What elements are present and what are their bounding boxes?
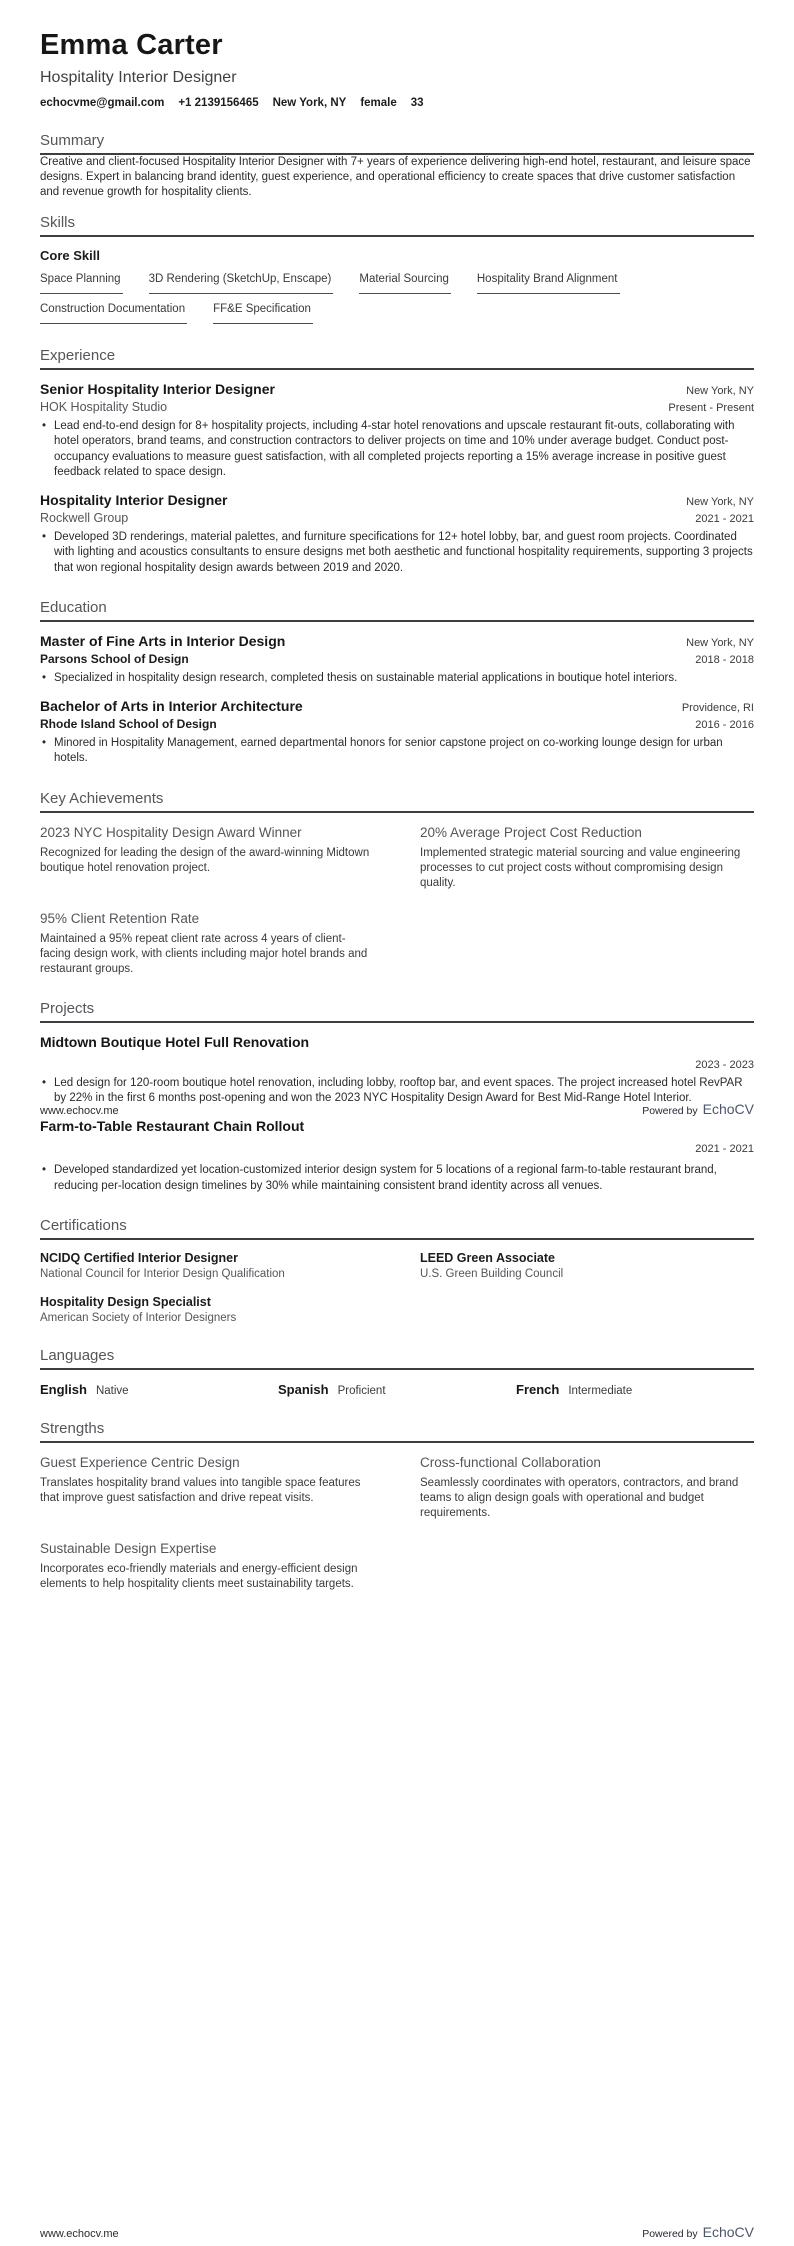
certification-issuer: National Council for Interior Design Qualification <box>40 1268 285 1280</box>
achievement-title: 95% Client Retention Rate <box>40 910 200 926</box>
section-projects <box>40 1000 754 1155</box>
achievement-card <box>40 825 374 891</box>
language-name: English <box>40 1382 87 1397</box>
skills-group-label: Core Skill <box>40 247 100 263</box>
powered-by <box>642 1101 754 1117</box>
section-rule <box>40 1368 754 1370</box>
education-bullets <box>40 671 754 687</box>
project-entry <box>40 1034 754 1107</box>
education-degree: Bachelor of Arts in Interior Architecture <box>40 697 303 714</box>
languages-grid <box>40 1382 754 1397</box>
strength-card <box>40 1541 374 1592</box>
bullet-item: • Developed 3D renderings, material palettes, and furniture specifications for 12+ hotel lobby, bar, and guest room projects. Coordinated with lighting and acoustics consultants to ensure designs met both aesthetic and functional hospitality requirements, supporting 3 projects that won regional hospitality design awards between 2019 and 2020. <box>40 530 754 577</box>
strength-card <box>420 1455 754 1521</box>
project-bullets-continued <box>40 1163 754 1194</box>
experience-dates: Present - Present <box>668 401 754 414</box>
strength-text: Seamlessly coordinates with operators, contractors, and brand teams to align design goals with operational and budget requirements. <box>420 1477 739 1519</box>
certification-name: Hospitality Design Specialist <box>40 1295 211 1309</box>
project-title: Farm-to-Table Restaurant Chain Rollout <box>40 1117 305 1134</box>
section-heading-certifications: Certifications <box>40 1217 127 1234</box>
section-experience <box>40 347 754 577</box>
language-name: Spanish <box>278 1382 329 1397</box>
footer-site-link[interactable]: www.echocv.me <box>40 2228 119 2240</box>
section-rule <box>40 1441 754 1443</box>
section-rule <box>40 1021 754 1023</box>
achievements-grid <box>40 825 754 977</box>
section-certifications <box>40 1217 754 1324</box>
achievement-text: Maintained a 95% repeat client rate across 4 years of client-facing design work, with clients including major hotel brands and restaurant groups. <box>40 932 368 975</box>
education-location: Providence, RI <box>681 701 754 714</box>
experience-title: Hospitality Interior Designer <box>40 491 228 508</box>
skill-tag: 3D Rendering (SketchUp, Enscape) <box>149 273 334 294</box>
footer-site-link[interactable]: www.echocv.me <box>40 1105 119 1117</box>
section-heading-education: Education <box>40 599 107 617</box>
skill-list <box>40 273 754 324</box>
person-name: Emma Carter <box>40 29 223 61</box>
certification-item <box>420 1251 754 1280</box>
contact-gender: female <box>360 96 397 109</box>
strength-title: Cross-functional Collaboration <box>420 1455 601 1470</box>
achievement-title: 2023 NYC Hospitality Design Award Winner <box>40 824 302 840</box>
section-heading-summary: Summary <box>40 131 105 149</box>
section-rule <box>40 235 754 237</box>
experience-dates: 2021 - 2021 <box>695 512 754 525</box>
section-education <box>40 599 754 767</box>
achievement-card <box>40 911 374 977</box>
page1-footer <box>40 1101 754 1117</box>
section-heading-languages: Languages <box>40 1347 115 1364</box>
skill-tag: FF&E Specification <box>213 303 313 324</box>
powered-by <box>642 2224 754 2240</box>
education-location: New York, NY <box>686 637 754 650</box>
section-skills <box>40 214 754 324</box>
page2-content <box>40 1163 754 1592</box>
education-dates: 2016 - 2016 <box>695 718 754 731</box>
person-job-title: Hospitality Interior Designer <box>40 68 237 86</box>
project-dates: 2021 - 2021 <box>695 1142 754 1155</box>
language-name: French <box>516 1382 560 1397</box>
skill-tag: Material Sourcing <box>359 273 450 294</box>
language-item <box>278 1382 516 1397</box>
certification-item <box>40 1251 374 1280</box>
section-strengths <box>40 1420 754 1592</box>
strength-title: Sustainable Design Expertise <box>40 1541 217 1556</box>
project-title: Midtown Boutique Hotel Full Renovation <box>40 1033 310 1050</box>
section-rule <box>40 620 754 622</box>
bullet-item: • Specialized in hospitality design research, completed thesis on sustainable material applications in boutique hotel interiors. <box>40 671 754 687</box>
certifications-grid <box>40 1251 754 1324</box>
section-heading-skills: Skills <box>40 213 76 231</box>
language-level: Proficient <box>337 1385 386 1397</box>
contact-email: echocvme@gmail.com <box>40 96 165 109</box>
education-degree: Master of Fine Arts in Interior Design <box>40 633 286 650</box>
experience-title: Senior Hospitality Interior Designer <box>40 380 275 397</box>
strength-card <box>40 1455 374 1521</box>
contact-phone: +1 2139156465 <box>178 96 259 109</box>
powered-by-prefix: Powered by <box>642 2228 698 2240</box>
section-heading-experience: Experience <box>40 346 116 364</box>
page2-footer <box>40 2224 754 2240</box>
section-heading-strengths: Strengths <box>40 1420 105 1437</box>
achievement-text: Implemented strategic material sourcing and value engineering processes to cut project costs without compromising design quality. <box>420 846 741 889</box>
education-entry <box>40 633 754 687</box>
section-languages <box>40 1347 754 1397</box>
bullet-item: • Minored in Hospitality Management, earned departmental honors for senior capstone project on co-working lounge design for urban hotels. <box>40 736 754 767</box>
experience-location: New York, NY <box>686 495 754 508</box>
bullet-item: • Led design for 120-room boutique hotel renovation, including lobby, rooftop bar, and event spaces. The project increased hotel RevPAR by 22% in the first 6 months post-opening and won the 2023 NYC Hospitality Design Award for Best Mid-Range Hotel Interior. <box>40 1076 754 1107</box>
skill-tag: Space Planning <box>40 273 123 294</box>
skill-tag: Hospitality Brand Alignment <box>477 273 620 294</box>
certification-issuer: U.S. Green Building Council <box>420 1268 564 1280</box>
language-item <box>516 1382 754 1397</box>
resume-header <box>40 30 754 109</box>
contact-row <box>40 97 754 109</box>
brand-link[interactable]: EchoCV <box>702 2224 754 2240</box>
contact-location: New York, NY <box>272 96 347 109</box>
bullet-item: • Developed standardized yet location-customized interior design system for 5 locations of a regional farm-to-table restaurant brand, reducing per-location design timelines by 30% while maintaining consistent brand identity across all venues. <box>40 1163 754 1194</box>
experience-company: HOK Hospitality Studio <box>40 399 168 414</box>
strengths-grid <box>40 1455 754 1592</box>
strength-title: Guest Experience Centric Design <box>40 1455 240 1470</box>
skill-tag: Construction Documentation <box>40 303 187 324</box>
strength-text: Incorporates eco-friendly materials and energy-efficient design elements to help hospitality clients meet sustainability targets. <box>40 1563 358 1590</box>
experience-location: New York, NY <box>686 384 754 397</box>
section-heading-achievements: Key Achievements <box>40 789 164 807</box>
certification-name: NCIDQ Certified Interior Designer <box>40 1251 238 1265</box>
language-level: Intermediate <box>568 1385 633 1397</box>
education-school: Rhode Island School of Design <box>40 716 217 731</box>
section-heading-projects: Projects <box>40 999 95 1017</box>
experience-company: Rockwell Group <box>40 510 129 525</box>
section-summary <box>40 132 754 200</box>
education-school: Parsons School of Design <box>40 652 189 667</box>
language-item <box>40 1382 278 1397</box>
powered-by-prefix: Powered by <box>642 1105 698 1117</box>
certification-name: LEED Green Associate <box>420 1251 556 1265</box>
achievement-title: 20% Average Project Cost Reduction <box>420 824 642 840</box>
experience-entry <box>40 492 754 577</box>
achievement-text: Recognized for leading the design of the award-winning Midtown boutique hotel renovation project. <box>40 846 370 874</box>
project-entry <box>40 1118 754 1155</box>
experience-bullets <box>40 419 754 481</box>
summary-text: Creative and client-focused Hospitality Interior Designer with 7+ years of experience delivering high-end hotel, restaurant, and leisure space designs. Expert in balancing brand identity, guest experience, and operational efficiency to create spaces that drive customer satisfaction and revenue growth for hospitality clients. <box>40 155 751 198</box>
section-rule <box>40 811 754 813</box>
certification-item <box>40 1295 374 1324</box>
achievement-card <box>420 825 754 891</box>
certification-issuer: American Society of Interior Designers <box>40 1312 237 1324</box>
section-achievements <box>40 790 754 977</box>
contact-age: 33 <box>410 96 424 109</box>
education-bullets <box>40 736 754 767</box>
section-rule <box>40 368 754 370</box>
brand-link[interactable]: EchoCV <box>702 1101 754 1117</box>
education-entry <box>40 698 754 767</box>
section-rule <box>40 1238 754 1240</box>
bullet-item: • Lead end-to-end design for 8+ hospitality projects, including 4-star hotel renovations and upscale restaurant fit-outs, collaborating with hotel operators, brand teams, and construction contractors to deliver projects on time and 10% under average budget. Conduct post-occupancy evaluations to measure guest satisfaction, with all completed projects reporting a 15% average increase in positive guest feedback related to space design. <box>40 419 754 481</box>
project-dates: 2023 - 2023 <box>695 1058 754 1071</box>
language-level: Native <box>95 1385 129 1397</box>
experience-entry <box>40 381 754 481</box>
experience-bullets <box>40 530 754 577</box>
education-dates: 2018 - 2018 <box>695 654 754 667</box>
strength-text: Translates hospitality brand values into tangible space features that improve guest satisfaction and drive repeat visits. <box>40 1477 361 1504</box>
